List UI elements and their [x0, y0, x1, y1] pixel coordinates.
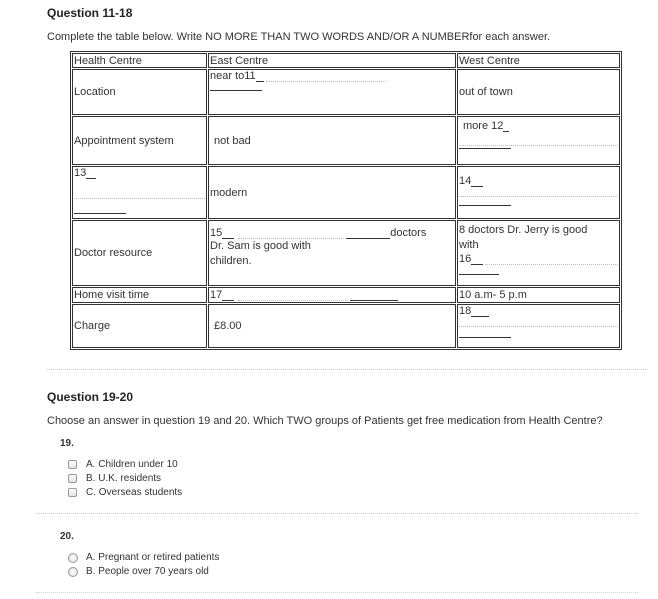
cell-east-doctor	[208, 220, 456, 286]
q19-option-a-checkbox[interactable]	[68, 460, 77, 469]
section-divider	[47, 369, 648, 370]
q20-option-a-radio[interactable]	[68, 553, 78, 563]
cell-west-14	[457, 166, 620, 219]
row-label-location: Location	[72, 69, 207, 115]
blank-12a	[503, 131, 509, 132]
west-appointment-text: more 12	[463, 120, 504, 132]
section-11-18-instruction: Complete the table below. Write NO MORE THAN TWO WORDS AND/OR A NUMBERfor each answer.	[47, 31, 551, 43]
dotted-line-16	[485, 264, 618, 265]
blank-11b	[210, 90, 262, 91]
table-row-13	[72, 166, 620, 219]
blank-16a	[471, 264, 483, 265]
header-health-centre: Health Centre	[72, 53, 207, 68]
east-17-label: 17	[210, 289, 223, 301]
dotted-line-13	[74, 197, 205, 199]
cell-west-homevisit: 10 a.m- 5 p.m	[457, 287, 620, 303]
cell-west-doctor	[457, 220, 620, 286]
row-label-charge: Charge	[72, 304, 207, 348]
table-header-row	[72, 53, 620, 68]
row-label-13: 13	[74, 167, 87, 179]
row-label-appointment: Appointment system	[72, 116, 207, 165]
blank-17a	[222, 300, 234, 301]
west-16-label: 16	[459, 253, 472, 265]
blank-18b	[459, 337, 511, 338]
east-doctor-text: Dr. Sam is good with children.	[210, 240, 311, 267]
q20-option-b-label: B. People over 70 years old	[86, 566, 209, 577]
west-doctor-text: 8 doctors Dr. Jerry is good with	[459, 224, 588, 251]
cell-east-charge: £8.00	[208, 304, 456, 348]
blank-13b	[74, 213, 126, 214]
row-label-doctor: Doctor resource	[72, 220, 207, 286]
dotted-line-17	[238, 300, 348, 301]
q19-option-b-label: B. U.K. residents	[86, 473, 162, 484]
section-11-18-title: Question 11-18	[47, 6, 133, 20]
table-row-location	[72, 69, 620, 115]
header-west-centre: West Centre	[457, 53, 620, 68]
dotted-line-11	[266, 81, 386, 82]
q19-option-a[interactable]	[68, 459, 178, 470]
west-18-label: 18	[459, 305, 472, 317]
section-19-20-instruction: Choose an answer in question 19 and 20. Which TWO groups of Patients get free medication from Health Centre?	[47, 415, 603, 427]
blank-13a	[86, 178, 96, 179]
cell-label-13	[72, 166, 207, 219]
east-location-text: near to11	[210, 70, 256, 82]
cell-west-location: out of town	[457, 69, 620, 115]
question-20-number: 20.	[60, 531, 74, 542]
blank-14a	[471, 186, 483, 187]
blank-16b	[459, 274, 499, 275]
q20-option-a-label: A. Pregnant or retired patients	[86, 552, 220, 563]
dotted-line-18	[459, 325, 618, 327]
q20-option-b-radio[interactable]	[68, 567, 78, 577]
question-19-number: 19.	[60, 438, 74, 449]
q19-option-b-checkbox[interactable]	[68, 474, 77, 483]
table-row-appointment	[72, 116, 620, 165]
cell-east-17	[208, 287, 456, 303]
dotted-line-14	[459, 195, 618, 197]
q20-option-a[interactable]	[68, 552, 219, 563]
row-label-homevisit: Home visit time	[72, 287, 207, 303]
bottom-divider	[36, 592, 638, 593]
q19-option-a-label: A. Children under 10	[86, 459, 178, 470]
q20-option-b[interactable]	[68, 566, 209, 577]
cell-east-appointment: not bad	[208, 116, 456, 165]
blank-14b	[459, 205, 511, 206]
dotted-line-12	[459, 144, 618, 146]
blank-12b	[459, 148, 511, 149]
q19-option-c-checkbox[interactable]	[68, 488, 77, 497]
cell-east-row13: modern	[208, 166, 456, 219]
blank-11a	[256, 81, 264, 82]
header-east-centre: East Centre	[208, 53, 456, 68]
table-row-charge	[72, 304, 620, 348]
section-19-20-title: Question 19-20	[47, 390, 134, 404]
blank-15b	[346, 238, 390, 239]
east-doctors-word: doctors	[390, 227, 427, 239]
table-row-homevisit	[72, 287, 620, 303]
health-centre-table	[70, 51, 622, 350]
table-row-doctor	[72, 220, 620, 286]
q19-option-c[interactable]	[68, 487, 182, 498]
question-divider	[36, 513, 638, 514]
west-14-label: 14	[459, 175, 472, 187]
q19-option-c-label: C. Overseas students	[86, 487, 183, 498]
cell-west-appointment	[457, 116, 620, 165]
cell-east-location	[208, 69, 456, 115]
q19-option-b[interactable]	[68, 473, 161, 484]
blank-18a	[471, 316, 489, 317]
blank-17b	[350, 300, 398, 301]
east-15-label: 15	[210, 227, 223, 239]
cell-west-18	[457, 304, 620, 348]
